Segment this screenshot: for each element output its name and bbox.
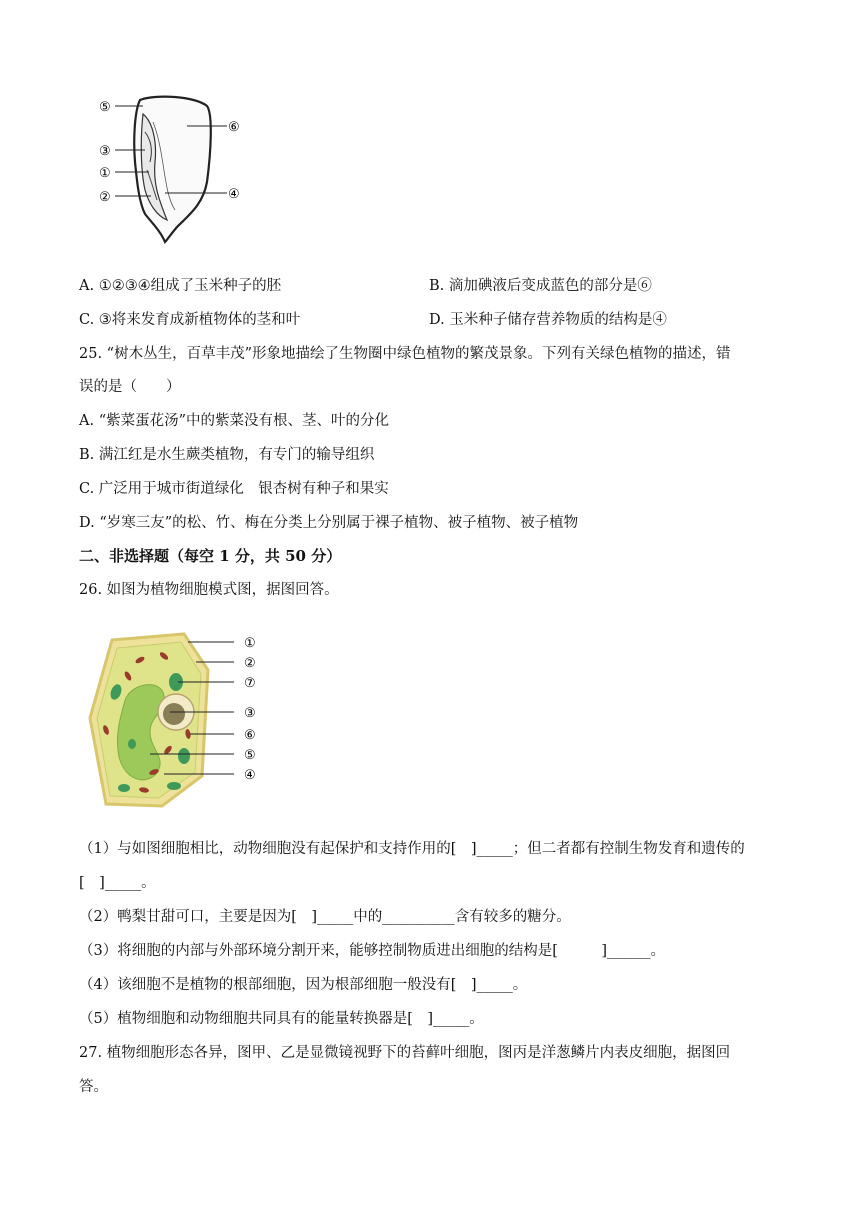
q25-option-a: A. “紫菜蛋花汤”中的紫菜没有根、茎、叶的分化 (79, 413, 390, 429)
q26-part1-line2: [ ]_____。 (79, 875, 156, 891)
cell-label-3: ③ (244, 706, 256, 721)
q25-option-c: C. 广泛用于城市街道绿化 银杏树有种子和果实 (79, 481, 389, 497)
corn-label-4: ④ (228, 187, 240, 202)
cell-label-5: ⑤ (244, 748, 256, 763)
q26-part4: （4）该细胞不是植物的根部细胞，因为根部细胞一般没有[ ]_____。 (79, 977, 528, 993)
cell-label-6: ⑥ (244, 728, 256, 743)
cell-label-1: ① (244, 636, 256, 651)
q24-option-a: A. ①②③④组成了玉米种子的胚 (79, 278, 282, 294)
cell-label-2: ② (244, 656, 256, 671)
section-heading: 二、非选择题（每空 1 分，共 50 分） (79, 547, 342, 565)
corn-label-3: ③ (99, 144, 111, 159)
cell-label-7: ⑦ (244, 676, 256, 691)
q24-option-d: D. 玉米种子储存营养物质的结构是④ (429, 312, 667, 328)
corn-seed-figure (95, 92, 255, 247)
q27-stem-line1: 27. 植物细胞形态各异，图甲、乙是显微镜视野下的苔藓叶细胞，图丙是洋葱鳞片内表皮细胞，据图回 (79, 1045, 731, 1061)
q25-stem-line1: 25. “树木丛生，百草丰茂”形象地描绘了生物圈中绿色植物的繁茂景象。下列有关绿色植物的描述，错 (79, 346, 731, 362)
corn-label-2: ② (99, 190, 111, 205)
q26-part2: （2）鸭梨甘甜可口，主要是因为[ ]_____中的__________含有较多的糖分。 (79, 909, 571, 925)
q25-stem-line2: 误的是（ ） (79, 379, 181, 395)
q26-part3: （3）将细胞的内部与外部环境分割开来，能够控制物质进出细胞的结构是[ ]______。 (79, 943, 666, 959)
cell-label-4: ④ (244, 768, 256, 783)
corn-label-5: ⑤ (99, 100, 111, 115)
q26-part5: （5）植物细胞和动物细胞共同具有的能量转换器是[ ]_____。 (79, 1011, 484, 1027)
plant-cell-diagram (84, 626, 274, 818)
q26-stem: 26. 如图为植物细胞模式图，据图回答。 (79, 582, 339, 598)
q26-part1-line1: （1）与如图细胞相比，动物细胞没有起保护和支持作用的[ ]_____；但二者都有控制生物发育和遗传的 (79, 841, 745, 857)
q24-option-c: C. ③将来发育成新植物体的茎和叶 (79, 312, 301, 328)
q25-option-b: B. 满江红是水生蕨类植物，有专门的输导组织 (79, 447, 375, 463)
q25-option-d: D. “岁寒三友”的松、竹、梅在分类上分别属于裸子植物、被子植物、被子植物 (79, 515, 579, 531)
q27-stem-line2: 答。 (79, 1079, 108, 1095)
corn-label-1: ① (99, 166, 111, 181)
plant-cell-figure (84, 626, 274, 818)
corn-label-6: ⑥ (228, 120, 240, 135)
q24-option-b: B. 滴加碘液后变成蓝色的部分是⑥ (429, 278, 652, 294)
corn-seed-diagram (95, 92, 255, 247)
